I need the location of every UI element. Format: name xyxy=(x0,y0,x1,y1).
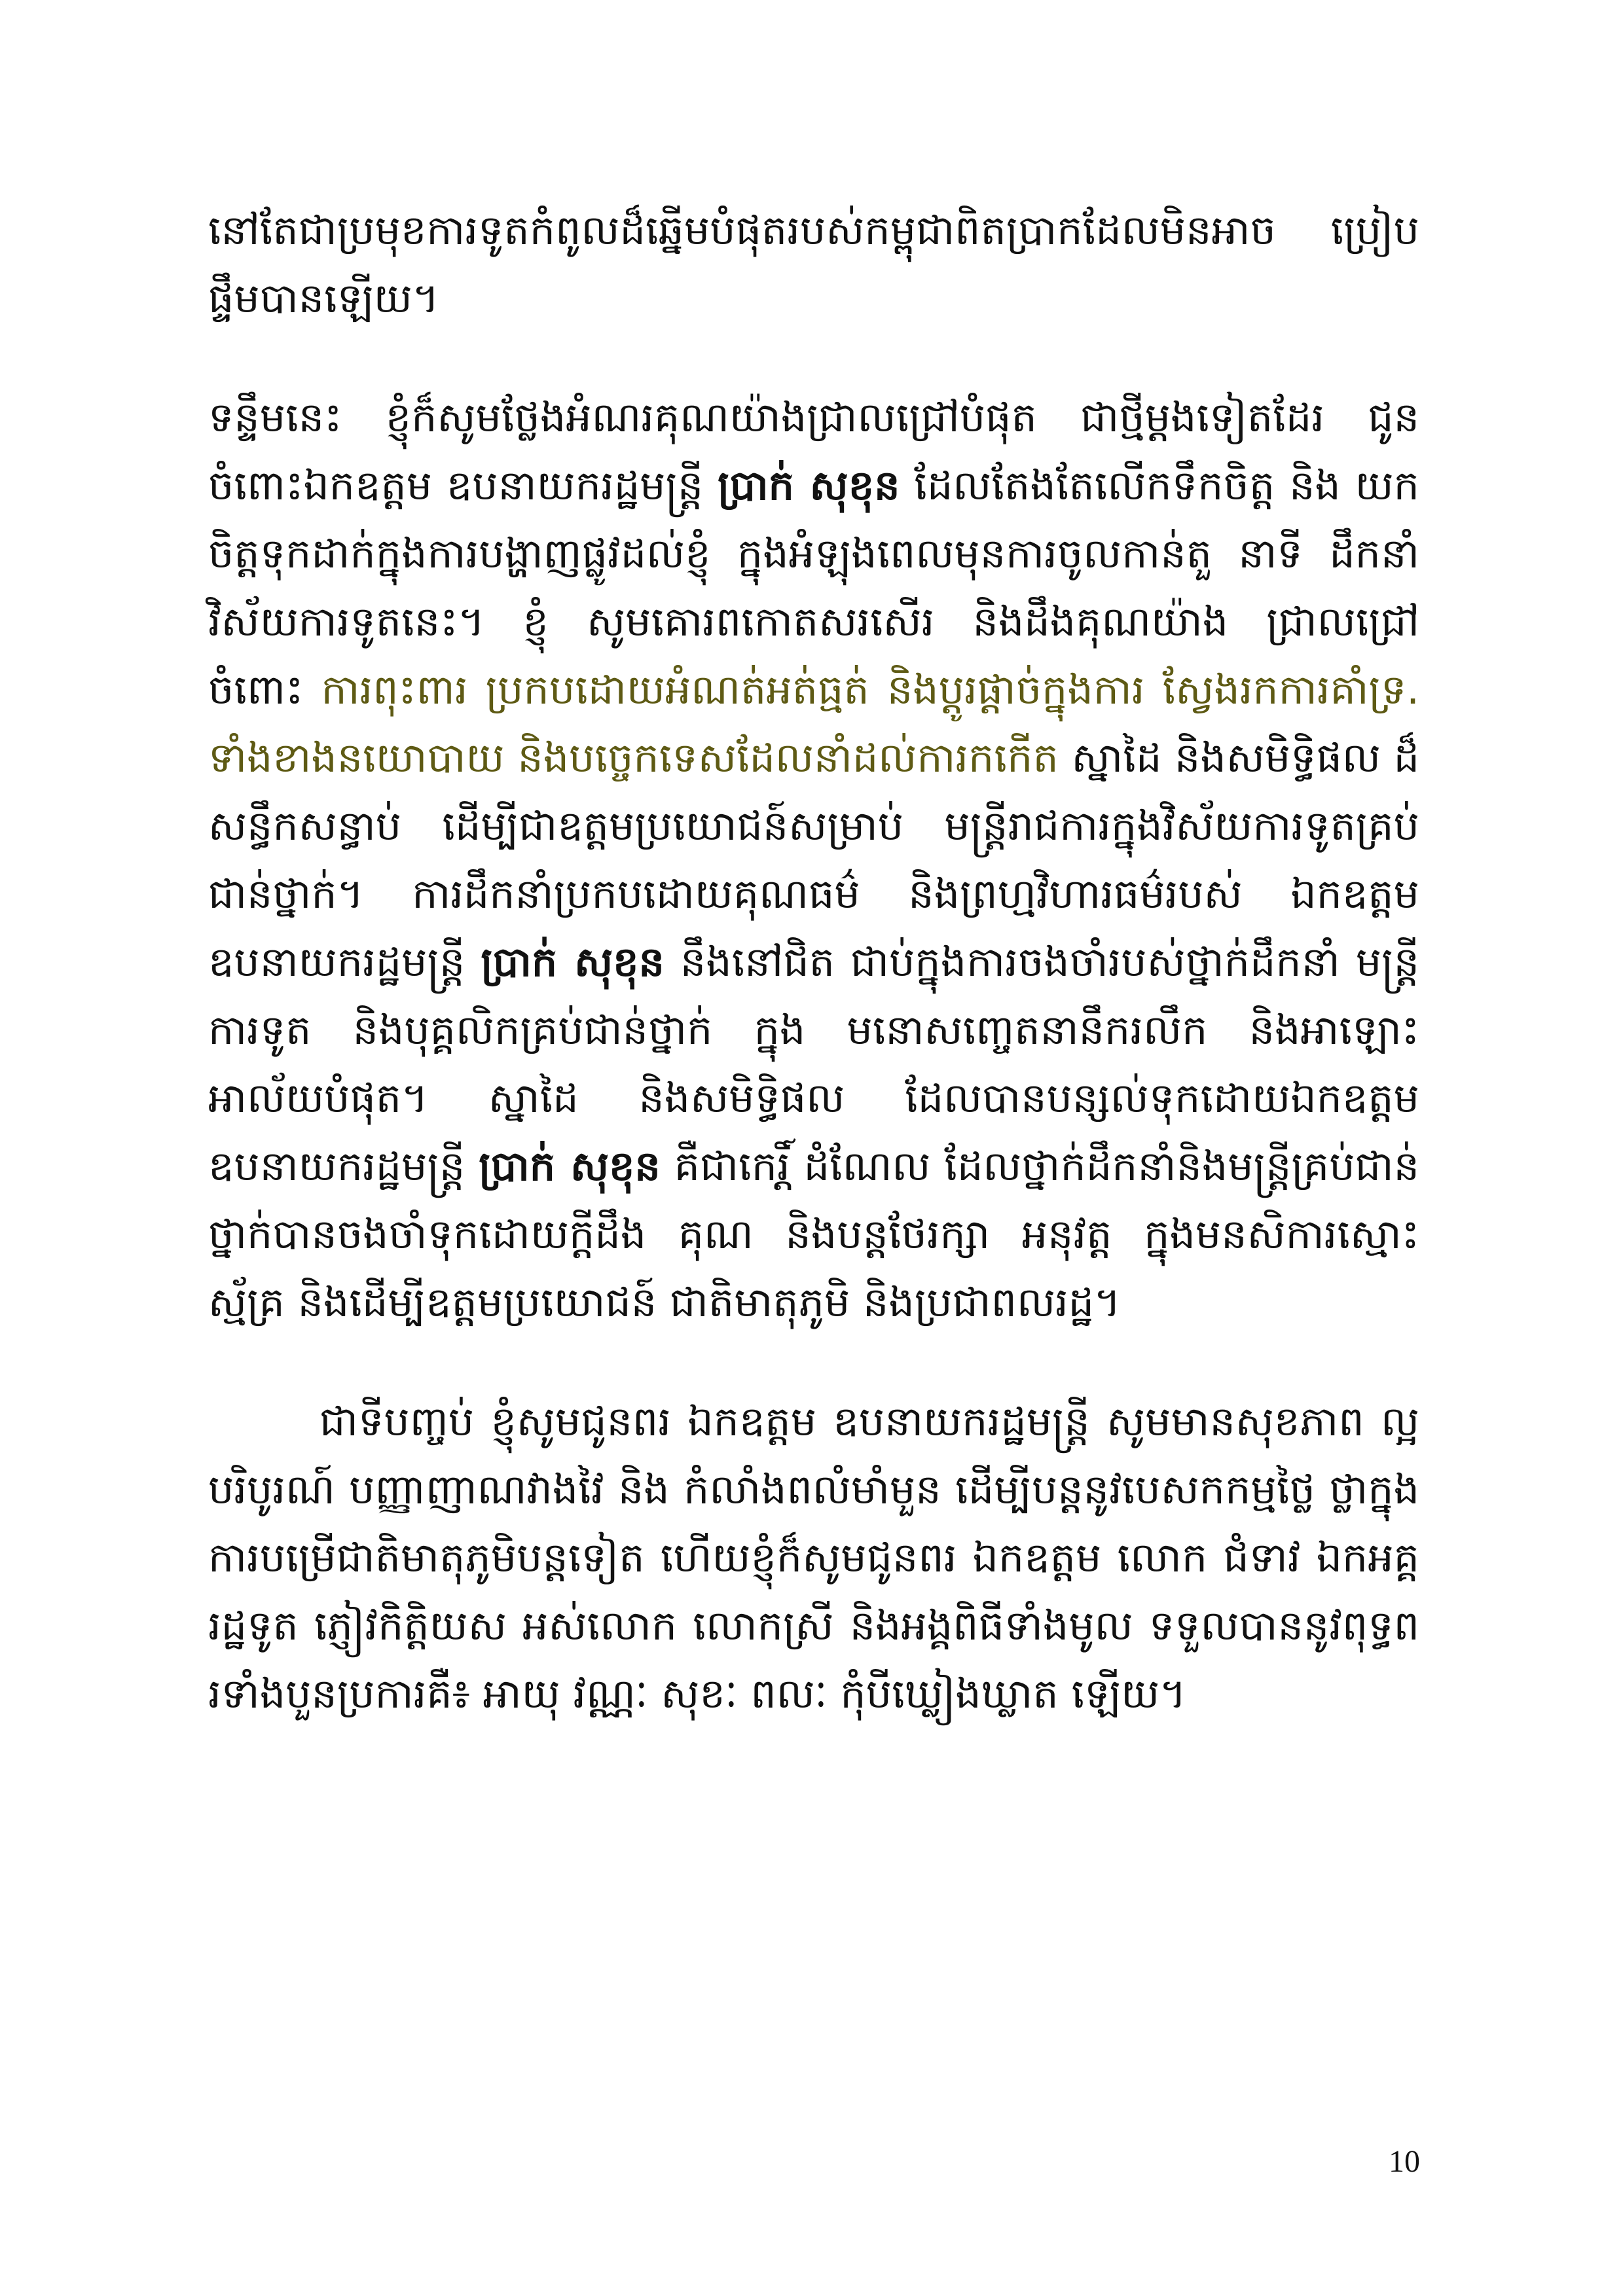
page-number: 10 xyxy=(1389,2144,1420,2179)
paragraph-1 xyxy=(208,196,1419,332)
highlighted-phrase: ការពុះពារ ប្រកបដោយអំណត់អត់ធ្មត់ និងប្តូរផ្តាច់ក្នុងការ ស្វែងរកការគាំទ្រ. ទាំងខាងនយោបាយ និងបច្ចេកទេសដែលនាំដល់ការកកើត xyxy=(208,666,1420,781)
paragraph-2-text-5: គឺជាកេរ្តិ៍ ដំណែល ដែលថ្នាក់ដឹកនាំនិងមន្ត្រីគ្រប់ជាន់ថ្នាក់បានចងចាំទុកដោយក្តីដឹង គុណ និងបន្តថែរក្សា អនុវត្ត ក្នុងមនសិការស្មោះស្ម័គ្រ និងដើម្បីឧត្តមប្រយោជន៍ ជាតិមាតុភូមិ និងប្រជាពលរដ្ឋ។ xyxy=(208,1142,1419,1326)
paragraph-2-text-2: ដែលតែងតែលើកទឹកចិត្ត និង យកចិត្តទុកដាក់ក្នុងការបង្ហាញផ្លូវដល់ខ្ញុំ ក្នុងអំឡុងពេលមុនការចូលកាន់តួ នាទី ដឹកនាំ វិស័យការទូតនេះ។ ខ្ញុំ សូមគោរពកោតសរសើរ និងដឹងគុណយ៉ាង ជ្រាលជ្រៅ ចំពោះ xyxy=(208,461,1419,713)
paragraph-2-text-3: ស្នាដៃ និងសមិទ្ធិផល ដ៏សន្ធឹកសន្ធាប់ ដើម្បីជាឧត្តមប្រយោជន៍សម្រាប់ មន្ត្រីរាជការក្នុងវិស័យការទូតគ្រប់ជាន់ថ្នាក់។ ការដឹកនាំប្រកបដោយគុណធម៌ និងព្រហ្មវិហារធម៌របស់ ឯកឧត្តម ឧបនាយករដ្ឋមន្ត្រី xyxy=(208,734,1419,986)
name-prak-sokhon-2: ប្រាក់ សុខុន xyxy=(481,938,665,986)
paragraph-2-text-1: ទន្ទឹមនេះ ខ្ញុំក៏សូមថ្លែងអំណរគុណយ៉ាងជ្រាលជ្រៅបំផុត ជាថ្មីម្តងទៀតដែរ ជូន ចំពោះឯកឧត្តម ឧបនាយករដ្ឋមន្ត្រី xyxy=(208,393,1419,509)
name-prak-sokhon-3: ប្រាក់ សុខុន xyxy=(479,1142,661,1190)
name-prak-sokhon-1: ប្រាក់ សុខុន xyxy=(718,461,900,509)
paragraph-1-text: នៅតែជាប្រមុខការទូតកំពូលដ៏ឆ្នើមបំផុតរបស់កម្ពុជាពិតប្រាកដែលមិនអាច ប្រៀបផ្ទឹមបានឡើយ។ xyxy=(208,206,1419,322)
paragraph-3-text: ជាទីបញ្ចប់ ខ្ញុំសូមជូនពរ ឯកឧត្តម ឧបនាយករដ្ឋមន្ត្រី សូមមានសុខភាព ល្អបរិបូរណ៍ បញ្ញាញាណវាងវៃ និង កំលាំងពលំមាំមួន ដើម្បីបន្តនូវបេសកកម្មថ្លៃ ថ្លាក្នុងការបម្រើជាតិមាតុភូមិបន្តទៀត ហើយខ្ញុំក៏សូមជូនពរ ឯកឧត្តម លោក ជំទាវ ឯកអគ្គរដ្ឋទូត ភ្ញៀវកិត្តិយស អស់លោក លោកស្រី និងអង្គពិធីទាំងមូល ទទួលបាននូវពុទ្ធពរទាំងបួនប្រការគឺ៖ អាយុ វណ្ណៈ សុខៈ ពលៈ កុំបីឃ្លៀងឃ្លាត ឡើយ។ xyxy=(208,1397,1419,1717)
paragraph-3 xyxy=(208,1388,1419,1728)
paragraph-2 xyxy=(208,384,1419,1336)
paragraph-2-text-4: នឹងនៅជិត ជាប់ក្នុងការចងចាំរបស់ថ្នាក់ដឹកនាំ មន្ត្រីការទូត និងបុគ្គលិកគ្រប់ជាន់ថ្នាក់ ក្នុង មនោសញ្ចេតនានឹករលឹក និងអាឡោះអាល័យបំផុត។ ស្នាដៃ និងសមិទ្ធិផល ដែលបានបន្សល់ទុកដោយឯកឧត្តម ឧបនាយករដ្ឋមន្ត្រី xyxy=(208,938,1419,1190)
body-text xyxy=(208,196,1419,1779)
